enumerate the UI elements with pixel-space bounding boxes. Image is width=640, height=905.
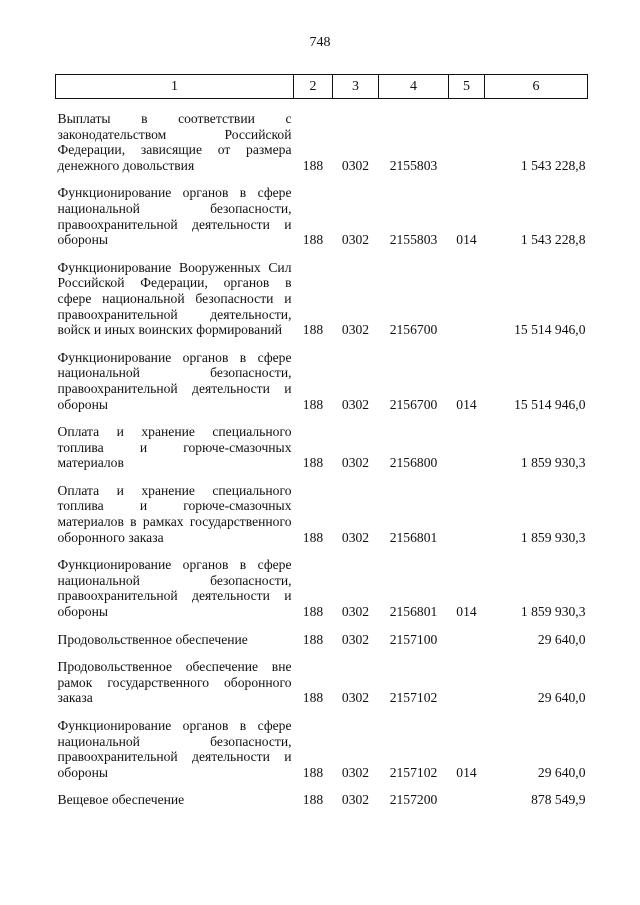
column-header-3: 3 [333,75,379,99]
row-code-5 [449,483,485,545]
row-name: Функционирование Вооруженных Сил Российской Федерации, органов в сфере национальной безопасности и правоохранительной деятельности, войск и иных воинских формирований [57,259,292,338]
row-spacer-cell [56,173,588,185]
row-code-3: 0302 [341,322,370,338]
row-code-4: 2157200 [389,792,438,808]
row-code-2: 188 [302,455,324,471]
column-header-4: 4 [379,75,449,99]
row-code-5: 014 [456,232,477,248]
column-header-2: 2 [294,75,333,99]
row-name: Оплата и хранение специального топлива и горюче-смазочных материалов в рамках государственного оборонного заказа [57,482,292,545]
row-code-2: 188 [302,232,324,248]
row-spacer [56,471,588,483]
table-row [56,424,588,471]
row-code-4: 2157102 [389,690,438,706]
row-code-3: 0302 [341,157,370,173]
row-code-2: 188 [302,764,324,780]
row-code-4: 2155803 [389,157,438,173]
row-name: Оплата и хранение специального топлива и горюче-смазочных материалов [57,424,292,471]
row-amount: 1 859 930,3 [520,455,586,471]
row-spacer [56,173,588,185]
row-amount: 15 514 946,0 [514,396,586,412]
row-code-4: 2156800 [389,455,438,471]
row-code-3: 0302 [341,604,370,620]
row-amount: 1 859 930,3 [520,529,586,545]
row-code-2: 188 [302,322,324,338]
row-spacer [56,99,588,112]
row-amount: 29 640,0 [537,690,586,706]
row-code-2: 188 [302,604,324,620]
row-code-5 [449,111,485,173]
row-spacer-cell [56,706,588,718]
row-spacer-cell [56,412,588,424]
row-spacer-cell [56,620,588,632]
row-amount: 15 514 946,0 [514,322,586,338]
row-spacer [56,338,588,350]
row-code-4: 2156801 [389,529,438,545]
row-spacer [56,780,588,792]
row-spacer-cell [56,647,588,659]
row-code-4: 2156700 [389,322,438,338]
row-spacer [56,647,588,659]
table-row [56,260,588,338]
row-code-5: 014 [456,764,477,780]
row-amount: 1 859 930,3 [520,604,586,620]
row-spacer-cell [56,780,588,792]
table-row [56,792,588,808]
row-code-2: 188 [302,690,324,706]
row-spacer [56,248,588,260]
row-code-3: 0302 [341,529,370,545]
row-spacer-cell [56,471,588,483]
row-code-3: 0302 [341,396,370,412]
row-code-3: 0302 [341,690,370,706]
row-code-2: 188 [302,792,324,808]
table-row [56,483,588,545]
row-code-5 [449,424,485,471]
row-code-2: 188 [302,157,324,173]
table-header-row [56,75,588,99]
row-code-5 [449,659,485,706]
column-header-1: 1 [56,75,294,99]
table-row [56,557,588,619]
column-header-5: 5 [449,75,485,99]
row-amount: 29 640,0 [537,631,586,647]
row-code-5 [449,792,485,808]
row-code-5: 014 [456,396,477,412]
row-code-3: 0302 [341,764,370,780]
row-code-3: 0302 [341,455,370,471]
table-row [56,350,588,412]
row-spacer-cell [56,99,588,112]
row-code-4: 2156700 [389,396,438,412]
row-code-4: 2157102 [389,764,438,780]
row-code-4: 2157100 [389,631,438,647]
column-header-6: 6 [485,75,588,99]
row-spacer-cell [56,248,588,260]
row-code-2: 188 [302,631,324,647]
row-amount: 878 549,9 [531,792,586,808]
row-amount: 29 640,0 [537,764,586,780]
row-code-3: 0302 [341,232,370,248]
budget-table [55,74,588,808]
row-spacer-cell [56,545,588,557]
row-name: Функционирование органов в сфере национальной безопасности, правоохранительной деятельности и обороны [57,557,292,620]
row-name: Функционирование органов в сфере национальной безопасности, правоохранительной деятельности и обороны [57,718,292,780]
row-code-3: 0302 [341,792,370,808]
row-code-2: 188 [302,529,324,545]
row-amount: 1 543 228,8 [520,232,586,248]
row-spacer [56,412,588,424]
table-body [56,99,588,808]
row-amount: 1 543 228,8 [520,157,586,173]
table-row [56,718,588,780]
row-name: Вещевое обеспечение [57,792,185,808]
row-code-5 [449,260,485,338]
row-name: Выплаты в соответствии с законодательством Российской Федерации, зависящие от размера денежного довольствия [57,111,292,173]
table-row [56,659,588,706]
row-spacer [56,545,588,557]
row-spacer [56,706,588,718]
page-number: 748 [309,35,331,50]
row-code-3: 0302 [341,631,370,647]
row-code-4: 2156801 [389,604,438,620]
table-row [56,185,588,247]
row-spacer-cell [56,338,588,350]
row-code-5: 014 [456,604,477,620]
table-row [56,632,588,648]
row-spacer [56,620,588,632]
row-name: Функционирование органов в сфере национальной безопасности, правоохранительной деятельности и обороны [57,185,292,248]
table-row [56,111,588,173]
row-code-4: 2155803 [389,232,438,248]
row-name: Продовольственное обеспечение [57,631,248,647]
row-name: Функционирование органов в сфере национальной безопасности, правоохранительной деятельности и обороны [57,349,292,412]
row-code-5 [449,632,485,648]
row-name: Продовольственное обеспечение вне рамок государственного оборонного заказа [57,659,292,706]
row-code-2: 188 [302,396,324,412]
